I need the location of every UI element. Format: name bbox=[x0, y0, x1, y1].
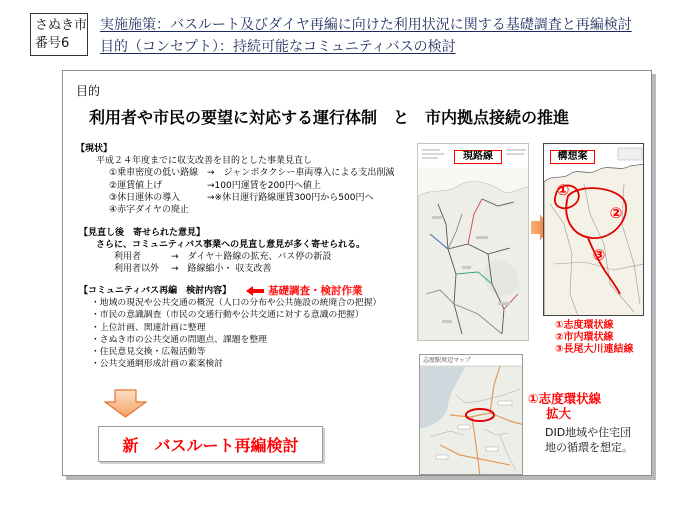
review-note: 基礎調査・検討作業 bbox=[268, 285, 363, 297]
current-item bbox=[76, 180, 394, 192]
review-bullet: ・市民の意識調査（市民の交通行動や公共交通に対する意識の把握） bbox=[91, 310, 364, 321]
item-number: 番号6 bbox=[35, 36, 70, 51]
review-heading: 【コミュニティバス再編 検討内容】 bbox=[79, 286, 232, 296]
current-intro: 平成２４年度までに収支改善を目的とした事業見直し bbox=[96, 156, 313, 167]
concept-title: 目的（コンセプト）：持続可能なコミュニティバスの検討 bbox=[100, 39, 456, 55]
result-box bbox=[98, 426, 323, 462]
plan-marker-3: ③ bbox=[592, 246, 606, 264]
shido-focus-title: ①志度環状線 bbox=[528, 391, 602, 406]
red-left-arrow-icon bbox=[246, 286, 264, 296]
current-routes-map bbox=[417, 143, 529, 341]
map-land bbox=[418, 182, 529, 341]
current-item-label: ②運賃値上げ bbox=[109, 180, 163, 191]
feedback-item-label: 利用者以外 bbox=[114, 264, 160, 274]
current-section bbox=[76, 143, 394, 216]
current-item-label: ①乗車密度の低い路線 bbox=[109, 168, 199, 179]
current-routes-map-image bbox=[418, 144, 529, 341]
feedback-section bbox=[79, 227, 365, 275]
city-name: さぬき市 bbox=[35, 18, 88, 33]
current-heading: 【現状】 bbox=[76, 144, 113, 154]
city-number-box bbox=[30, 13, 88, 56]
feedback-intro: さらに、コミュニティバス事業への見直し意見が多く寄せられる。 bbox=[96, 240, 366, 250]
current-item bbox=[76, 167, 394, 179]
feedback-item bbox=[79, 251, 365, 263]
plan-marker-1: ① bbox=[556, 181, 570, 199]
purpose-title: 利用者や市民の要望に対応する運行体制 と 市内拠点接続の推進 bbox=[89, 108, 570, 127]
measure-title: 実施施策：バスルート及びダイヤ再編に向けた利用状況に関する基礎調査と再編検討 bbox=[100, 17, 632, 33]
plan-tag: 構想案 bbox=[550, 150, 595, 164]
shido-focus-desc bbox=[545, 425, 633, 455]
shido-focus-sub: 拡大 bbox=[546, 406, 572, 421]
feedback-item-label: 利用者 bbox=[114, 252, 142, 262]
feedback-item bbox=[79, 263, 365, 275]
current-item-label: ④赤字ダイヤの廃止 bbox=[109, 204, 189, 215]
place-label bbox=[498, 401, 512, 405]
current-item-detail: →※休日運行路線運賃300円から500円へ bbox=[207, 192, 374, 203]
result-text: 新 バスルート再編検討 bbox=[122, 435, 299, 455]
place-label bbox=[432, 216, 442, 219]
review-bullet: ・住民意見交換・広報活動等 bbox=[91, 346, 206, 357]
feedback-item-detail: → 路線縮小・ 収支改善 bbox=[171, 264, 272, 274]
review-bullet: ・さぬき市の公共交通の問題点、課題を整理 bbox=[91, 334, 267, 345]
feedback-item-detail: → ダイヤ＋路線の拡充、バス停の新設 bbox=[171, 252, 332, 262]
current-item-label: ③休日運休の導入 bbox=[109, 192, 181, 203]
shido-focus-desc-line: 地の循環を想定。 bbox=[545, 441, 633, 454]
down-arrow-shape bbox=[105, 390, 146, 417]
place-label bbox=[498, 302, 510, 305]
place-label bbox=[486, 447, 498, 451]
plan-route-item: ②市内環状線 bbox=[555, 332, 614, 343]
place-label bbox=[462, 266, 471, 269]
current-item bbox=[76, 192, 394, 204]
current-item bbox=[76, 204, 394, 216]
place-label bbox=[476, 236, 488, 239]
map-legend-box bbox=[618, 148, 642, 160]
plan-marker-2: ② bbox=[609, 204, 623, 222]
shido-focus-desc-line: DID地域や住宅団 bbox=[545, 426, 632, 439]
review-bullet: ・公共交通網形成計画の素案検討 bbox=[91, 359, 223, 370]
current-item-detail: → ジャンボタクシー車両導入による支出削減 bbox=[207, 168, 395, 179]
place-label bbox=[442, 320, 452, 323]
shido-area-map bbox=[419, 354, 523, 475]
plan-route-list bbox=[555, 320, 633, 356]
purpose-label: 目的 bbox=[76, 84, 101, 98]
main-panel bbox=[62, 70, 652, 476]
shido-area-map-image bbox=[420, 355, 523, 475]
review-bullet: ・地域の現況や公共交通の概況（人口の分布や公共施設の統廃合の把握） bbox=[91, 298, 382, 309]
plan-route-item: ①志度環状線 bbox=[555, 320, 614, 331]
current-item-detail: →100円運賃を200円へ値上 bbox=[207, 180, 321, 191]
orange-down-arrow-icon bbox=[104, 389, 147, 418]
review-section bbox=[79, 285, 381, 370]
place-label bbox=[436, 455, 448, 459]
plan-route-item: ③長尾大川連結線 bbox=[555, 344, 634, 355]
red-left-arrow-shape bbox=[246, 286, 264, 296]
plan-map bbox=[543, 143, 644, 316]
place-label bbox=[458, 425, 470, 429]
current-routes-tag: 現路線 bbox=[454, 150, 502, 164]
plan-map-image bbox=[544, 144, 644, 316]
shido-map-title: 志度駅周辺マップ bbox=[423, 357, 471, 364]
feedback-heading: 【見直し後 寄せられた意見】 bbox=[79, 228, 206, 238]
review-bullet: ・上位計画、関連計画に整理 bbox=[91, 322, 206, 333]
